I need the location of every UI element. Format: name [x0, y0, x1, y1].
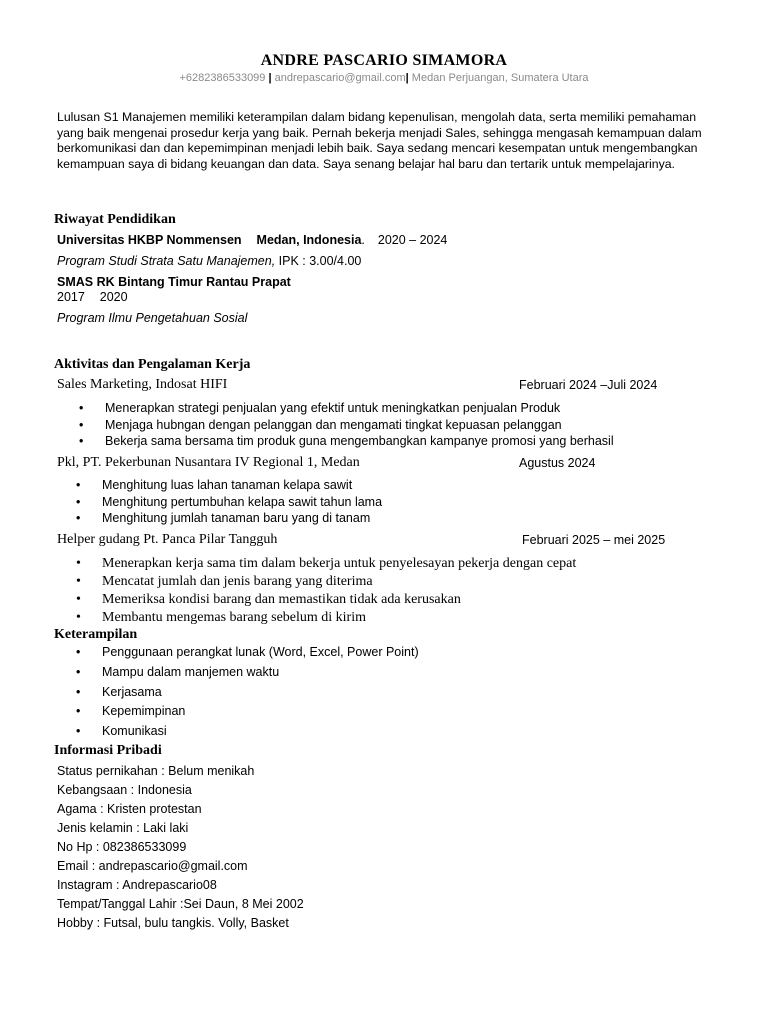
- list-item: • Kepemimpinan: [102, 702, 419, 722]
- list-item: • Menghitung luas lahan tanaman kelapa sawit: [76, 478, 353, 492]
- list-item: • Mencatat jumlah dan jenis barang yang diterima: [76, 574, 373, 589]
- list-item: • Menerapkan kerja sama tim dalam bekerja untuk penyelesayan pekerja dengan cepat: [76, 556, 577, 571]
- bullet: •: [76, 592, 81, 607]
- job-title: Helper gudang Pt. Panca Pilar Tangguh: [57, 532, 278, 547]
- personal-info-heading: Informasi Pribadi: [54, 743, 162, 758]
- bullet: •: [76, 704, 81, 719]
- experience-heading: Aktivitas dan Pengalaman Kerja: [54, 357, 251, 372]
- skills-list: [76, 643, 419, 742]
- education-entry-university: [57, 233, 447, 247]
- personal-info-line: Kebangsaan : Indonesia: [57, 783, 192, 797]
- program-name-sma: Program Ilmu Pengetahuan Sosial: [57, 311, 248, 325]
- job-duties-list: [79, 400, 614, 450]
- personal-info-line: Status pernikahan : Belum menikah: [57, 764, 255, 778]
- school-name-sma: SMAS RK Bintang Timur Rantau Prapat: [57, 275, 291, 289]
- personal-info-line: Agama : Kristen protestan: [57, 802, 202, 816]
- school-name: Universitas HKBP Nommensen: [57, 233, 242, 247]
- education-program-university: [57, 254, 361, 268]
- list-item: • Membantu mengemas barang sebelum di kirim: [76, 610, 366, 625]
- school-period: 2020 – 2024: [377, 233, 448, 247]
- program-name: Program Studi Strata Satu Manajemen,: [57, 254, 276, 268]
- personal-info-line: No Hp : 082386533099: [57, 840, 187, 854]
- job-title: Sales Marketing, Indosat HIFI: [57, 377, 228, 392]
- bullet: •: [76, 494, 81, 509]
- list-item: • Menghitung jumlah tanaman baru yang di tanam: [76, 511, 371, 525]
- candidate-name: ANDRE PASCARIO SIMAMORA: [260, 52, 508, 69]
- list-item: • Menghitung pertumbuhan kelapa sawit tahun lama: [76, 494, 383, 509]
- personal-info-line: Jenis kelamin : Laki laki: [57, 821, 189, 835]
- bullet: •: [76, 645, 81, 659]
- job-duties-list: [76, 477, 383, 527]
- contact-line: [0, 72, 768, 84]
- job-period: Februari 2024 –Juli 2024: [519, 378, 658, 392]
- school-punct: .: [361, 233, 365, 247]
- contact-separator: |: [405, 72, 409, 84]
- school-period-sma: [57, 290, 128, 304]
- contact-phone: +6282386533099: [179, 72, 266, 84]
- personal-info-line: Tempat/Tanggal Lahir :Sei Daun, 8 Mei 2002: [57, 897, 304, 911]
- bullet: •: [79, 434, 84, 448]
- contact-separator: |: [268, 72, 272, 84]
- list-item: • Memeriksa kondisi barang dan memastikan tidak ada kerusakan: [76, 592, 461, 607]
- education-heading: Riwayat Pendidikan: [54, 212, 176, 227]
- bullet: •: [79, 401, 84, 415]
- list-item: • Penggunaan perangkat lunak (Word, Excel, Power Point): [102, 643, 419, 663]
- bullet: •: [76, 556, 81, 571]
- profile-summary: Lulusan S1 Manajemen memiliki keterampilan dalam bidang kepenulisan, mengolah data, serta memiliki pemahaman yang baik mengenai prosedur kerja yang baik. Pernah bekerja menjadi Sales, sehingga mengasah kemampuan dalam berkomunikasi dan dan kepemimpinan menjadi lebih baik. Saya sedang mencari kesempatan untuk mengembangkan kemampuan saya di bidang keuangan dan data. Saya senang belajar hal baru dan tertarik untuk mempelajarinya.: [57, 110, 702, 171]
- bullet: •: [79, 417, 84, 432]
- program-gpa: IPK : 3.00/4.00: [275, 254, 362, 268]
- personal-info-line: Instagram : Andrepascario08: [57, 878, 217, 892]
- list-item: • Kerjasama: [102, 683, 419, 703]
- bullet: •: [76, 724, 81, 739]
- list-item: • Mampu dalam manjemen waktu: [102, 663, 419, 683]
- job-duties-list: [76, 555, 577, 627]
- bullet: •: [76, 684, 81, 699]
- bullet: •: [76, 511, 81, 525]
- list-item: • Menerapkan strategi penjualan yang efektif untuk meningkatkan penjualan Produk: [79, 401, 561, 415]
- contact-location: Medan Perjuangan, Sumatera Utara: [411, 72, 589, 84]
- list-item: • Bekerja sama bersama tim produk guna mengembangkan kampanye promosi yang berhasil: [79, 434, 614, 448]
- personal-info-line: Hobby : Futsal, bulu tangkis. Volly, Basket: [57, 916, 289, 930]
- bullet: •: [76, 610, 81, 625]
- school-location: Medan, Indonesia: [256, 233, 362, 247]
- bullet: •: [76, 478, 81, 492]
- job-period: Februari 2025 – mei 2025: [522, 533, 666, 547]
- job-title: Pkl, PT. Pekerbunan Nusantara IV Regional 1, Medan: [57, 455, 360, 470]
- bullet: •: [76, 664, 81, 679]
- bullet: •: [76, 574, 81, 589]
- period-start: 2017: [57, 290, 85, 304]
- list-item: • Menjaga hubngan dengan pelanggan dan mengamati tingkat kepuasan pelanggan: [79, 417, 562, 432]
- job-period: Agustus 2024: [519, 456, 596, 470]
- contact-email: andrepascario@gmail.com: [274, 72, 406, 84]
- skills-heading: Keterampilan: [54, 627, 138, 642]
- list-item: • Komunikasi: [102, 722, 419, 742]
- personal-info-line: Email : andrepascario@gmail.com: [57, 859, 248, 873]
- period-end: 2020: [99, 290, 128, 304]
